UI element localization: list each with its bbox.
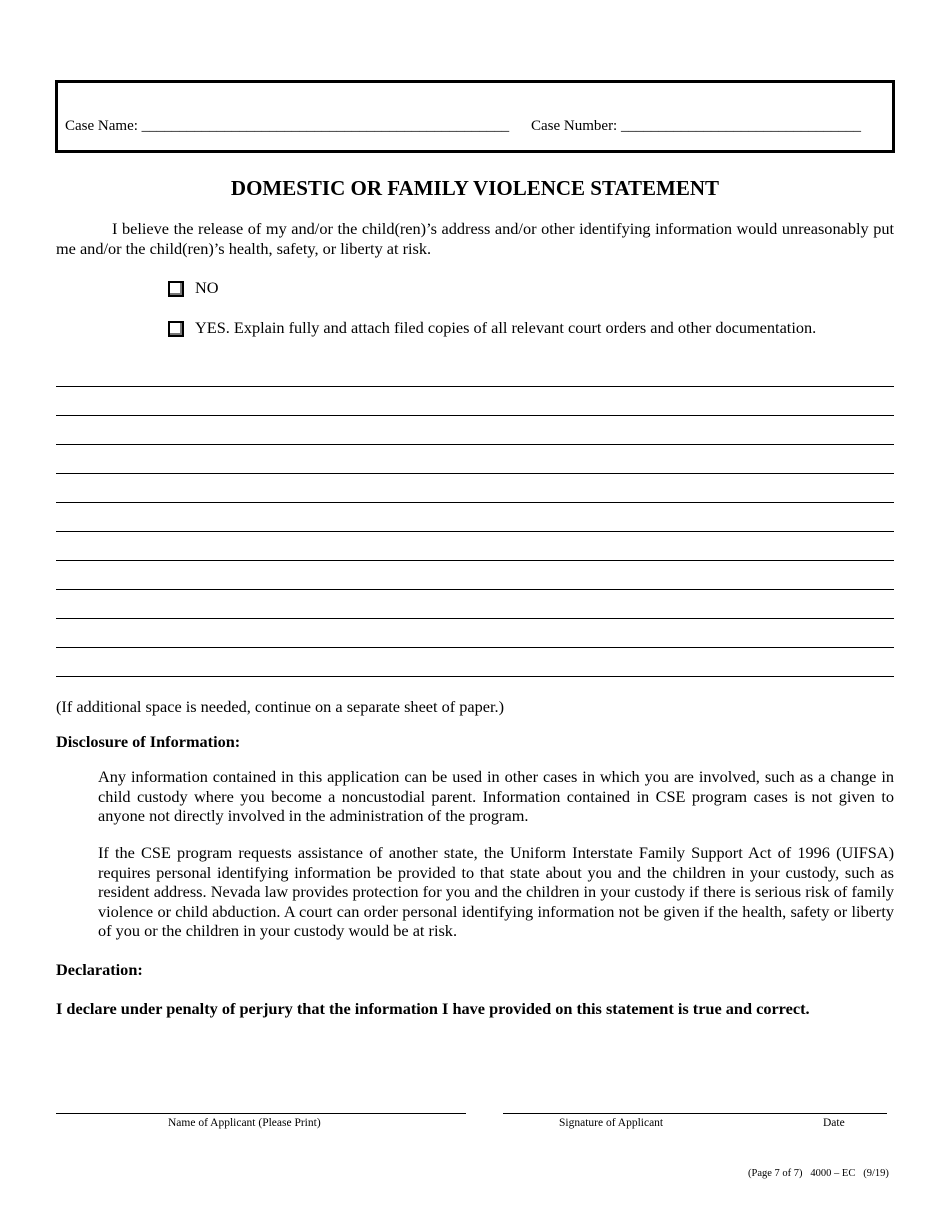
no-option-label: NO <box>195 278 219 297</box>
case-name-blank[interactable]: _________________________________________________ <box>141 118 510 134</box>
explanation-line[interactable] <box>56 589 894 590</box>
disclosure-heading: Disclosure of Information: <box>56 732 241 751</box>
explanation-line[interactable] <box>56 415 894 416</box>
applicant-name-label: Name of Applicant (Please Print) <box>168 1117 321 1129</box>
case-name-field[interactable] <box>65 118 509 135</box>
additional-space-note: (If additional space is needed, continue on a separate sheet of paper.) <box>56 697 504 716</box>
explanation-line[interactable] <box>56 473 894 474</box>
case-info-box <box>55 80 895 153</box>
declaration-heading: Declaration: <box>56 960 143 979</box>
case-number-field[interactable] <box>531 118 861 135</box>
explanation-line[interactable] <box>56 647 894 648</box>
explanation-line[interactable] <box>56 444 894 445</box>
case-number-label: Case Number: <box>531 118 618 134</box>
explanation-line[interactable] <box>56 676 894 677</box>
case-number-blank[interactable]: ________________________________ <box>620 118 861 134</box>
yes-checkbox[interactable] <box>168 321 184 337</box>
explanation-line[interactable] <box>56 560 894 561</box>
case-name-label: Case Name: <box>65 118 138 134</box>
no-checkbox[interactable] <box>168 281 184 297</box>
applicant-name-line[interactable] <box>56 1113 466 1114</box>
explanation-line[interactable] <box>56 531 894 532</box>
intro-statement: I believe the release of my and/or the child(ren)’s address and/or other identifying information would unreasonably put me and/or the child(ren)’s health, safety, or liberty at risk. <box>56 219 894 258</box>
page-title: DOMESTIC OR FAMILY VIOLENCE STATEMENT <box>230 176 720 200</box>
explanation-line[interactable] <box>56 502 894 503</box>
disclosure-paragraph-2: If the CSE program requests assistance of another state, the Uniform Interstate Family Support Act of 1996 (UIFSA) requires personal identifying information be provided to that state about you and the children in your custody, such as resident address. Nevada law provides protection for you and the children in your custody if there is serious risk of family violence or child abduction. A court can order personal identifying information not be given if the health, safety or liberty of you or the children in your custody would be at risk. <box>98 843 894 940</box>
signature-line[interactable] <box>503 1113 887 1114</box>
yes-option-label: YES. Explain fully and attach filed copies of all relevant court orders and other documentation. <box>195 318 817 337</box>
explanation-line[interactable] <box>56 618 894 619</box>
disclosure-paragraph-1: Any information contained in this application can be used in other cases in which you are involved, such as a change in child custody where you become a noncustodial parent. Information contained in CSE program cases is not given to anyone not directly involved in the administration of the program. <box>98 767 894 825</box>
page-footer: (Page 7 of 7) 4000 – EC (9/19) <box>748 1168 889 1179</box>
signature-label: Signature of Applicant <box>559 1117 664 1129</box>
explanation-line[interactable] <box>56 386 894 387</box>
declaration-statement: I declare under penalty of perjury that the information I have provided on this statement is true and correct. <box>56 999 810 1018</box>
date-label: Date <box>823 1117 845 1129</box>
